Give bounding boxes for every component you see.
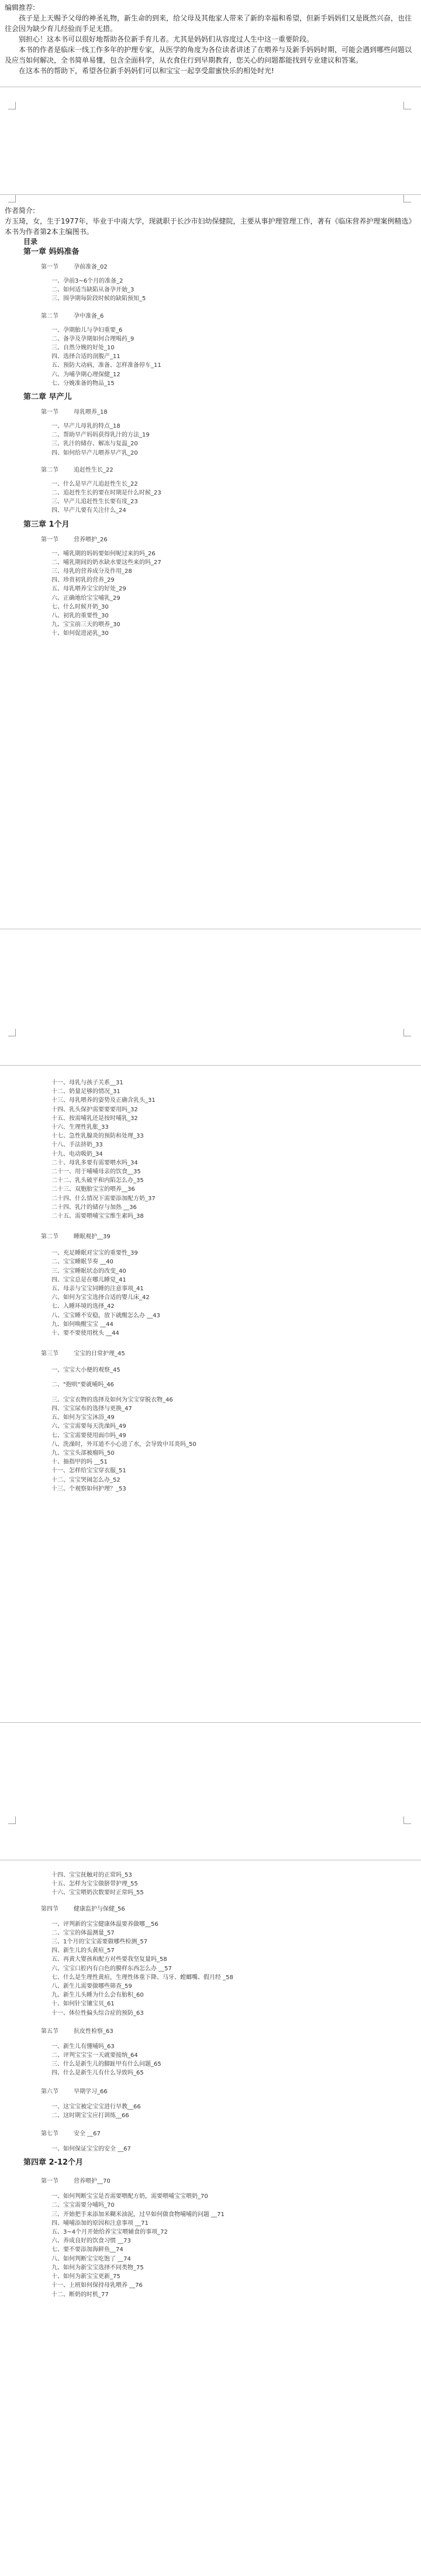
chapter-heading: 第一章 妈妈准备 bbox=[23, 248, 80, 256]
toc-entry[interactable]: 七、分娩准备的物品_15 bbox=[51, 380, 115, 387]
section-heading: 第六节 早期学习_66 bbox=[41, 2088, 108, 2095]
toc-entry[interactable]: 二、宝宝睡眠节奏 __40 bbox=[51, 1259, 113, 1266]
toc-entry[interactable]: 二十一、用于哺哺母亲的饮食__35 bbox=[51, 1169, 141, 1176]
section-heading: 第四节 健康监护与保健_56 bbox=[41, 1905, 125, 1912]
section-heading: 第一节 母乳喂养_18 bbox=[41, 409, 108, 416]
toc-entry[interactable]: 十四、乳头保护需要要要用吗_32 bbox=[51, 1106, 138, 1113]
toc-entry[interactable]: 一、早产儿母乳的特点_18 bbox=[51, 423, 120, 430]
toc-entry[interactable]: 二十四、乳汁的储存与加热 __36 bbox=[51, 1204, 137, 1211]
toc-entry[interactable]: 一、评判新的宝宝健康体温要养做哪__56 bbox=[51, 1921, 158, 1928]
toc-entry[interactable]: 十五、怎样为宝宝做脐带护理_55 bbox=[51, 1881, 138, 1888]
toc-entry[interactable]: 九、新生儿头睡为什么会有胎积_60 bbox=[51, 1992, 144, 1999]
toc-entry[interactable]: 十、抽指甲的吗 __51 bbox=[51, 1459, 108, 1466]
page-corner-mark bbox=[8, 1816, 16, 1824]
section-heading: 第二节 睡眠观护__39 bbox=[41, 1234, 111, 1241]
toc-entry[interactable]: 三、什么是新生儿的脚趾甲有什么问题_65 bbox=[51, 2061, 161, 2068]
toc-entry[interactable]: 九、宝宝头部被瘤吗_50 bbox=[51, 1450, 115, 1457]
page-5 bbox=[0, 1860, 421, 2576]
toc-entry[interactable]: 七、宝宝需要使用面巾吗_49 bbox=[51, 1432, 126, 1439]
toc-entry[interactable]: 三、开始把手来添加米糊米油泥，过早如何做食物哺哺的问题 __71 bbox=[51, 2211, 225, 2218]
toc-entry[interactable]: 六、养成良好的饮食习惯 __73 bbox=[51, 2238, 131, 2245]
toc-entry[interactable]: 十一、怎样给宝宝穿衣服_51 bbox=[51, 1468, 126, 1475]
toc-entry[interactable]: 六、正确地给宝宝哺乳_29 bbox=[51, 595, 120, 602]
section-heading: 第一节 营养喂护__70 bbox=[41, 2178, 111, 2185]
toc-continued bbox=[23, 1079, 409, 1221]
page-corner-mark bbox=[403, 102, 411, 109]
toc-entry[interactable]: 一、宝宝大小便的观察_45 bbox=[51, 1367, 120, 1374]
toc-entry[interactable]: 一、新生儿有懂哺吗_63 bbox=[51, 2043, 115, 2050]
toc-entry[interactable]: 五、母乳喂养宝宝的好处_29 bbox=[51, 586, 126, 593]
toc-entry[interactable]: 三、早产儿追赶性生长要有度_23 bbox=[51, 499, 138, 506]
toc-entry[interactable]: 十三、母乳喂养的姿势及正确含乳头_31 bbox=[51, 1097, 156, 1104]
toc-entry[interactable]: 十、要不要使用枕头 __44 bbox=[51, 1330, 119, 1337]
section-heading: 第二节 孕中准备_6 bbox=[41, 312, 104, 320]
toc-entry[interactable]: 九、如何为新宝宝选择不同类物_75 bbox=[51, 2264, 144, 2271]
toc-title: 目录 bbox=[23, 238, 38, 246]
chapter-heading: 第四章 2-12个月 bbox=[23, 2158, 84, 2168]
toc-entry[interactable]: 八、初乳的重要性_30 bbox=[51, 613, 109, 620]
toc-entry[interactable]: 二、如何适当缺陷从备孕开始_3 bbox=[51, 287, 134, 294]
toc-entry[interactable]: 十六、宝宝喂奶次数要时正常吗_55 bbox=[51, 1890, 144, 1897]
toc-entry[interactable]: 五、再黄大婴孩和配方对些要我坚复量吗_58 bbox=[51, 1956, 167, 1963]
toc-entry[interactable]: 二、宝宝的体温测量_57 bbox=[51, 1929, 115, 1936]
toc-entry[interactable]: 九、如何唤醒宝宝 __44 bbox=[51, 1321, 113, 1328]
toc-entry[interactable]: 十一、上班如何保持母乳喂养 __76 bbox=[51, 2282, 143, 2289]
toc-entry[interactable]: 二、评判宝宝宝一天就要接纳_64 bbox=[51, 2052, 138, 2059]
page-gap bbox=[0, 929, 421, 1046]
toc-entry[interactable]: 八、新生儿需要做哪些筛查_59 bbox=[51, 1983, 132, 1990]
page-corner-mark bbox=[8, 195, 16, 202]
toc-entry[interactable]: 七、入睡环境的选择_42 bbox=[51, 1303, 115, 1310]
recommend-paragraph: 孩子是上天赐予父母的神圣礼物，新生命的到来，给父母及其他家人带来了新的幸福和希望，但新手妈妈们又是既然兴奋，也往往会因为缺少育儿经验而手足无措。 bbox=[5, 14, 412, 33]
toc-entry[interactable]: 二、追赶性生长的要在时期是什么时候_23 bbox=[51, 490, 161, 497]
toc-entry[interactable]: 九、宝宝前三天的喂养_30 bbox=[51, 621, 120, 628]
recommend-paragraph: 在这本书的帮助下，希望各位新手妈妈们可以和宝宝一起享受甜蜜快乐的相处时光! bbox=[19, 67, 274, 75]
toc-entry[interactable]: 二十二、乳头破平和内陷怎么办_35 bbox=[51, 1177, 144, 1184]
toc-entry[interactable]: 一、如何保证宝宝的安全 __67 bbox=[51, 2146, 131, 2153]
toc-entry[interactable]: 五、如何为宝宝沐浴_49 bbox=[51, 1414, 115, 1421]
toc-entry[interactable]: 十、如何为新宝宝更新_75 bbox=[51, 2273, 120, 2280]
toc-entry[interactable]: 五、预防大动病，准备、怎样准备停车_11 bbox=[51, 362, 161, 369]
page-1-bottom bbox=[0, 87, 421, 194]
author-bio: 方玉琦，女，生于1977年，毕业于中南大学，现就职于长沙市妇幼保健院，主要从事护理管理工作，著有《临床营养护理案例精选》本书为作者第2本主编图书。 bbox=[5, 217, 416, 236]
toc-entry[interactable]: 五、母亲与宝宝同睡的注意事项_41 bbox=[51, 1286, 144, 1293]
page-2 bbox=[0, 195, 421, 929]
toc-entry[interactable]: 一、这宝宝被定宝宝进行早教__66 bbox=[51, 2103, 141, 2110]
section-heading: 第三节 宝宝的日常护理_45 bbox=[41, 1351, 125, 1358]
toc-entry[interactable]: 一、充足睡眠对宝宝的重要性_39 bbox=[51, 1250, 138, 1257]
toc-entry[interactable]: 二、这时期宝宝应打训练__66 bbox=[51, 2112, 129, 2119]
chapter-heading: 第三章 1个月 bbox=[23, 520, 70, 529]
page-corner-mark bbox=[8, 102, 16, 109]
page-gap bbox=[0, 1723, 421, 1840]
section-heading: 第七节 安全 __67 bbox=[41, 2131, 101, 2138]
page-corner-mark bbox=[403, 1029, 411, 1036]
toc-entry[interactable]: 三、自然分娩的好处_10 bbox=[51, 345, 115, 352]
toc-entry[interactable]: 四、哺哺添加的原因和注意事项 __71 bbox=[51, 2220, 149, 2227]
toc-entry[interactable]: 二、帮助早产妈妈获得乳汁的方法_19 bbox=[51, 432, 150, 439]
toc-entry[interactable]: 三、围孕期每阶段时候的缺陷预知_5 bbox=[51, 296, 146, 303]
toc-entry[interactable]: 十二、奶量足够的情况_31 bbox=[51, 1088, 120, 1095]
page-1 bbox=[0, 0, 421, 87]
page-4 bbox=[0, 1066, 421, 1722]
toc-entry[interactable]: 二十四、什么情况下需要添加配方奶_37 bbox=[51, 1195, 156, 1202]
recommend-heading: 编辑推荐: bbox=[5, 4, 36, 12]
toc-entry[interactable]: 六、宝宝口腔内有白色的膜样东西怎么办 __57 bbox=[51, 1965, 172, 1972]
toc-entry[interactable]: 十二、宝宝哭闹怎么办_52 bbox=[51, 1476, 120, 1483]
toc-entry[interactable]: 六、如何为宝宝选择合适的婴儿床_42 bbox=[51, 1294, 150, 1301]
section-heading: 第五节 抗皮性检察_63 bbox=[41, 2028, 113, 2035]
toc-entry[interactable]: 四、如何给早产儿喂养早产乳_20 bbox=[51, 449, 138, 456]
toc-entry[interactable]: 十四、宝宝抚触对的正常吗_53 bbox=[51, 1872, 132, 1878]
toc-entry[interactable]: 十五、按需哺乳还是按时哺乳_32 bbox=[51, 1115, 138, 1122]
toc-entry[interactable]: 十一、体位性偏头综合症的预防_63 bbox=[51, 2010, 144, 2017]
page-corner-mark bbox=[403, 1816, 411, 1824]
toc-entry[interactable]: 二、"抱哄"要就哺吗_46 bbox=[51, 1382, 114, 1389]
toc-entry[interactable]: 四、选择合适的剖腹产_11 bbox=[51, 353, 120, 360]
page-corner-mark bbox=[8, 1029, 16, 1036]
toc-entry[interactable]: 十、如何针宝镶宝贝_61 bbox=[51, 2001, 115, 2008]
toc-entry[interactable]: 二、宝宝需要分哺吗_70 bbox=[51, 2202, 115, 2209]
toc-entry[interactable]: 三、母乳的营养成分及作用_28 bbox=[51, 568, 132, 575]
toc-entry[interactable]: 二、哺乳期间的奶水缺水要这些来的吗_27 bbox=[51, 559, 161, 566]
toc-entry[interactable]: 八、洗澡时，外耳道不小心进了水，会导致中耳炎吗_50 bbox=[51, 1441, 196, 1448]
toc-entry[interactable]: 三、1个月的宝宝需要做哪些检测_57 bbox=[51, 1939, 148, 1946]
toc-entry[interactable]: 二十、母乳多要有需要喂水吗_34 bbox=[51, 1159, 138, 1166]
toc-entry[interactable]: 四、早产儿要有关注什么_24 bbox=[51, 507, 126, 514]
toc-entry[interactable]: 四、珍贵初乳的营养_29 bbox=[51, 577, 115, 584]
chapter-heading: 第二章 早产儿 bbox=[23, 393, 72, 402]
toc-entry[interactable]: 七、什么是生理性黄疸，生理性体重下降、马牙、螳螂嘴、假月经 _58 bbox=[51, 1974, 233, 1981]
toc-entry[interactable]: 七、什么时候开奶_30 bbox=[51, 603, 109, 610]
toc-entry[interactable]: 一、孕前3~6个月的准备_2 bbox=[51, 278, 123, 284]
toc-entry[interactable]: 二十五、需要喂哺宝宝维生素吗_38 bbox=[51, 1213, 144, 1220]
recommend-paragraph: 本书的作者是临床一线工作多年的护理专家，从医学的角度为各位读者讲述了在喂养与及新手妈妈时期，可能会遇到哪些问题以及应当如何解决，全书简单易懂，包含全面科学，从衣食住行到早期教育，您关心的问题都能找到专业建议和答案。 bbox=[5, 46, 412, 64]
toc-entry[interactable]: 三、乳汁的储存、解冻与复温_20 bbox=[51, 441, 138, 448]
toc-entry[interactable]: 五、3~4个月开始给养宝宝喂辅食的事项_72 bbox=[51, 2229, 168, 2236]
toc-entry[interactable]: 十七、急性乳腺炎的预防和处理_33 bbox=[51, 1133, 144, 1140]
author-heading: 作者简介: bbox=[5, 207, 36, 215]
toc-entry[interactable]: 四、宝宝尿布的选择与更换_47 bbox=[51, 1405, 132, 1412]
toc-entry[interactable]: 一、孕期胎儿与孕妇重要_6 bbox=[51, 327, 123, 334]
page-corner-mark bbox=[403, 195, 411, 202]
toc-entry[interactable]: 一、哺乳期的妈妈要如何呢过来的吗_26 bbox=[51, 550, 156, 557]
section-heading: 第一节 孕前准备_02 bbox=[41, 264, 108, 270]
toc-entry[interactable]: 一、如何判断宝宝是否需要喂配方奶，需要喂哺宝宝喂奶_70 bbox=[51, 2193, 208, 2200]
toc-entry[interactable]: 六、宝宝需要每天洗澡吗_49 bbox=[51, 1423, 126, 1430]
toc-entry[interactable]: 八、如何判断宝宝吃饱了 __74 bbox=[51, 2255, 131, 2262]
toc-entry[interactable]: 四、宝宝总是在哪儿睡觉_41 bbox=[51, 1276, 126, 1283]
toc-entry[interactable]: 二、备孕及孕期如何合理喝药_9 bbox=[51, 335, 134, 342]
toc-entry[interactable]: 十、如何促进泌乳_30 bbox=[51, 630, 109, 637]
toc-entry[interactable]: 二十三、双胞胎宝宝的喂养__36 bbox=[51, 1186, 135, 1193]
toc-entry[interactable]: 十一、母乳与孩子关系__31 bbox=[51, 1080, 123, 1086]
toc-entry[interactable]: 十六、生理性乳胀_33 bbox=[51, 1124, 109, 1131]
recommend-paragraph: 别担心！这本书可以很好地帮助各位新手育儿者。尤其是妈妈们从容度过人生中这一重要阶段。 bbox=[19, 35, 314, 43]
toc-entry[interactable]: 三、宝宝衣物的选择及如何为宝宝穿脱衣物_46 bbox=[51, 1396, 173, 1403]
toc-entry[interactable]: 十九、电动吸奶_34 bbox=[51, 1150, 103, 1158]
toc-entry[interactable]: 四、新生儿的头黄疸_57 bbox=[51, 1948, 115, 1955]
toc-entry[interactable]: 三、宝宝睡眠状态的改变_40 bbox=[51, 1268, 126, 1275]
toc-entry[interactable]: 七、要不要添加海鲜鱼__74 bbox=[51, 2247, 123, 2254]
table-of-contents bbox=[23, 237, 409, 638]
toc-entry[interactable]: 六、为哺孕期心理保健_12 bbox=[51, 371, 120, 378]
toc-entry[interactable]: 八、宝宝睡不安稳，放下就醒怎么办 __43 bbox=[51, 1312, 160, 1319]
section-heading: 第二节 追赶性生长_22 bbox=[41, 466, 113, 473]
section-heading: 第一节 营养喂护_26 bbox=[41, 536, 108, 543]
toc-entry[interactable]: 十八、手法挤奶_33 bbox=[51, 1142, 103, 1149]
toc-entry[interactable]: 十二、断奶的时机_77 bbox=[51, 2291, 109, 2298]
toc-entry[interactable]: 一、什么是早产儿追赶性生长_22 bbox=[51, 480, 138, 487]
toc-entry[interactable]: 四、什么是新生儿有什么导致吗_65 bbox=[51, 2070, 144, 2077]
toc-entry[interactable]: 十三、个观察如何护理？_53 bbox=[51, 1485, 126, 1492]
